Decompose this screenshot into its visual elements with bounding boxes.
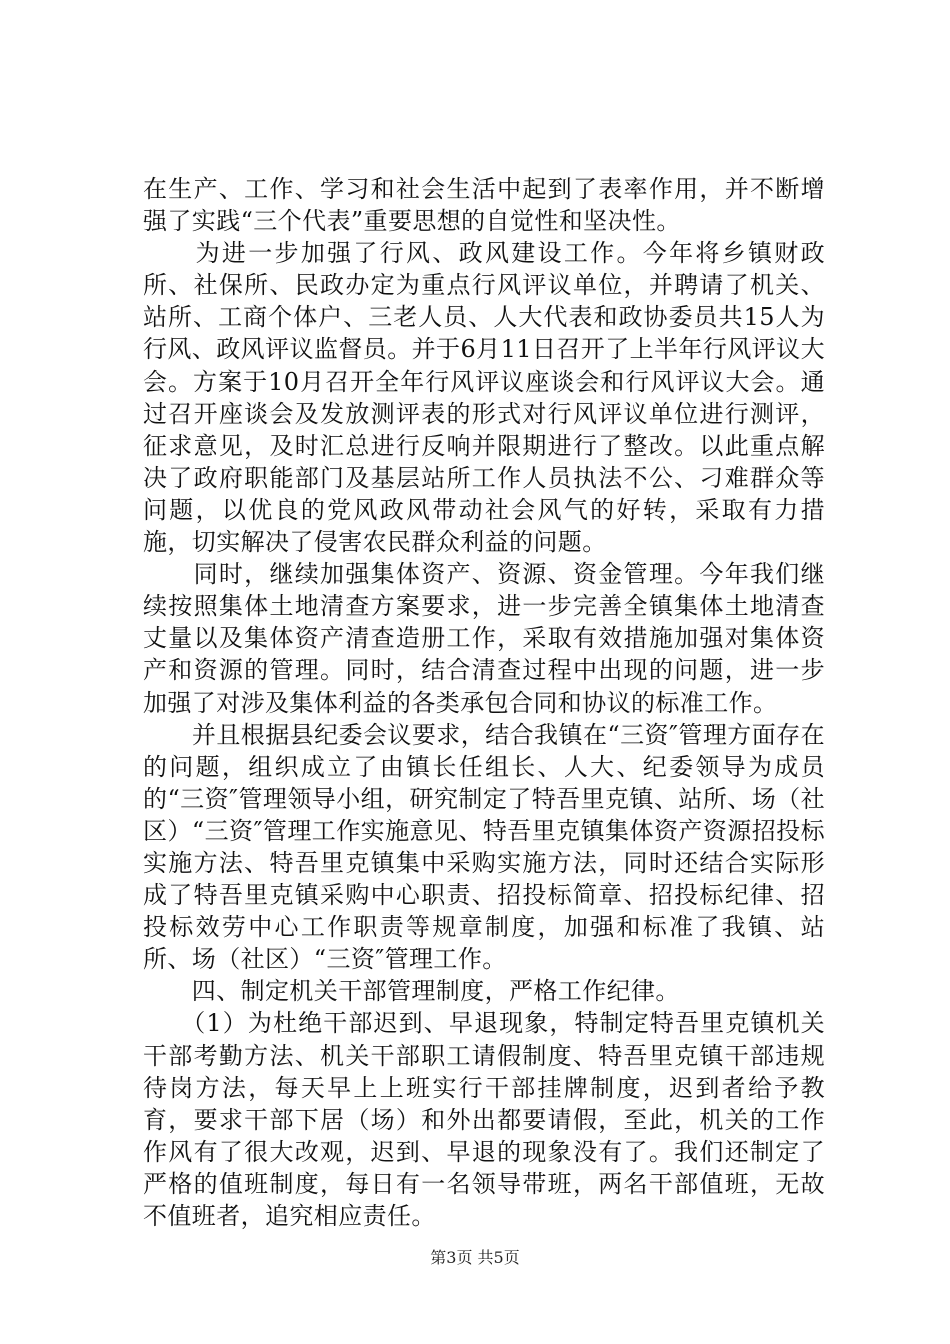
page-footer: 第3页 共5页: [430, 1248, 520, 1267]
paragraph-3: 同时，继续加强集体资产、资源、资金管理。今年我们继续按照集体土地清查方案要求，进一步完善全镇集体土地清查丈量以及集体资产清查造册工作，采取有效措施加强对集体资产和资源的管理。同时，结合清查过程中出现的问题，进一步加强了对涉及集体利益的各类承包合同和协议的标准工作。: [143, 560, 825, 717]
paragraph-6: （1）为杜绝干部迟到、早退现象，特制定特吾里克镇机关干部考勤方法、机关干部职工请假制度、特吾里克镇干部违规待岗方法，每天早上上班实行干部挂牌制度，迟到者给予教育，要求干部下居（场）和外出都要请假，至此，机关的工作作风有了很大改观，迟到、早退的现象没有了。我们还制定了严格的值班制度，每日有一名领导带班，两名干部值班，无故不值班者，追究相应责任。: [143, 1009, 825, 1230]
paragraph-2: 为进一步加强了行风、政风建设工作。今年将乡镇财政所、社保所、民政办定为重点行风评议单位，并聘请了机关、站所、工商个体户、三老人员、人大代表和政协委员共15人为行风、政风评议监督员。并于6月11日召开了上半年行风评议大会。方案于10月召开全年行风评议座谈会和行风评议大会。通过召开座谈会及发放测评表的形式对行风评议单位进行测评，征求意见，及时汇总进行反响并限期进行了整改。以此重点解决了政府职能部门及基层站所工作人员执法不公、刁难群众等问题，以优良的党风政风带动社会风气的好转，采取有力措施，切实解决了侵害农民群众利益的问题。: [143, 239, 825, 557]
document-body: [143, 173, 825, 1232]
paragraph-1: 在生产、工作、学习和社会生活中起到了表率作用，并不断增强了实践“三个代表”重要思想的自觉性和坚决性。: [143, 175, 825, 236]
section-heading-4: 四、制定机关干部管理制度，严格工作纪律。: [143, 977, 680, 1006]
paragraph-4: 并且根据县纪委会议要求，结合我镇在“三资″管理方面存在的问题，组织成立了由镇长任组长、人大、纪委领导为成员的“三资″管理领导小组，研究制定了特吾里克镇、站所、场（社区）“三资″管理工作实施意见、特吾里克镇集体资产资源招投标实施方法、特吾里克镇集中采购实施方法，同时还结合实际形成了特吾里克镇采购中心职责、招投标简章、招投标纪律、招投标效劳中心工作职责等规章制度，加强和标准了我镇、站所、场（社区）“三资″管理工作。: [143, 720, 825, 974]
